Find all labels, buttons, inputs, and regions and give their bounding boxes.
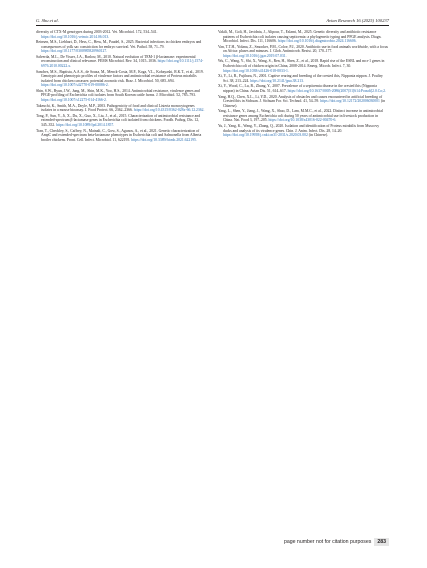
reference-text: Sanches, M.S., Baptista, A.A.S., de Souza, M., Menck-Costa, M.F., Koga, V.L., Kobayashi, R.K.T., et al., 2019. Genotypic and phenotypic profiles of virulence factors and antimicrobial resistance of Proteus mirabilis isolated from chicken carcasses: potential zoonotic risk. Braz. J. Microbiol. 50, 685–694.: [36, 69, 204, 83]
reference-text: Takeuchi, K., Smith, M.A., Doyle, M.P., 2003. Pathogenicity of food and clinical Listeria monocytogenes isolates in a mouse bioassay. J. Food Protect. 66, 2362–2366.: [36, 103, 195, 113]
reference-text: diversity of CTX-M genotypes during 2003-2012. Vet. Microbiol. 172, 534–541.: [36, 30, 158, 34]
reference-entry: [36, 89, 206, 103]
doi-link[interactable]: https://doi.org/10.1038/s43016-022-00470-6.: [268, 118, 337, 123]
header-rule: [36, 25, 389, 26]
reference-text: Shin, S.W., Byun, J.W., Jung, M., Shin, M.K., Yoo, H.S., 2014. Antimicrobial resistance, virulence genes and PFGE-profiling of Escherichia coli isolates from South Korean cattle farms. J. Microbiol. 52, 785–793.: [36, 88, 200, 98]
page-footer: [284, 538, 389, 546]
reference-text: Wu, C., Wang, Y., Shi, X., Wang, S., Ren, H., Shen, Z., et al., 2018. Rapid rise of the ESBL and mcr-1 genes in Escherichia coli of chicken origin in China, 2008-2014. Emerg. Microb. Infect. 7, 30.: [218, 59, 385, 69]
reference-entry: [218, 109, 388, 123]
running-head-authors: G. Shu et al.: [36, 18, 59, 23]
doi-link[interactable]: https://doi.org/10.19958/j.cnki.cn31-2031/s.2020.03.002: [223, 133, 308, 138]
reference-entry: [218, 124, 388, 138]
reference-suffix: (in Chinese).: [223, 99, 386, 108]
reference-text: Yang, L., Shen, Y., Jiang, J., Wang, X., Shao, D., Lam, M.M.C., et al., 2022. Distinct increase in antimicrobial resistance genes among Escherichia coli during 50 years of antimicrobial use in livestock production in China. Nat. Food 3, 197–205.: [218, 109, 383, 123]
reference-entry: [218, 74, 388, 83]
doi-link[interactable]: https://doi.org/10.1111/j.1574-6976.2010.00222.x.: [41, 59, 204, 69]
doi-link[interactable]: https://doi.org/10.1038/s41426-018-0033-1.: [223, 68, 289, 73]
doi-link[interactable]: https://doi.org/10.1007/s12275-014-4166-2.: [41, 98, 107, 103]
doi-link[interactable]: https://doi.org/10.1016/j.jgar.2019.07.031.: [223, 53, 287, 58]
reference-text: Xi, Y., Li, B., Fujihara, N., 2001. Captive rearing and breeding of the crested ibis, Nipponia nippon. J. Poultry Sci. 38, 213–224.: [218, 74, 383, 83]
reference-entry: [218, 84, 388, 93]
reference-text: Salverda, M.L., De Visser, J.A., Barlow, M., 2010. Natural evolution of TEM-1 β-lactamase: experimental reconstruction and clinical relevance. FEMS Microbiol. Rev. 34, 1015–1036.: [36, 54, 196, 64]
reference-entry: [36, 104, 206, 113]
doi-link[interactable]: https://doi.org/10.12172/202006030001: [320, 99, 380, 104]
references-column-right: [218, 30, 388, 139]
reference-entry: [218, 45, 388, 59]
reference-suffix: (in Chinese).: [307, 133, 329, 138]
reference-text: Vakili, M., Goli, H., Javidnia, J., Alipour, T., Eslami, M., 2025. Genetic diversity and antibiotic resistance patterns of Escherichia coli isolates causing septicemia: a phylogenetic typing and PFGE analysis. Diagn. Microbiol. Infect. Dis. 111, 116606.: [218, 30, 382, 44]
reference-entry: [36, 114, 206, 128]
reference-entry: [36, 30, 206, 39]
doi-link[interactable]: https://doi.org/10.1016/j.vetmic.2014.06.013.: [41, 34, 110, 39]
reference-text: Van, T.T.H., Yidana, Z., Smooker, P.M., Coloe, P.J., 2020. Antibiotic use in food animals worldwide, with a focus on Africa: pluses and minuses. J. Glob. Antimicrob. Resist. 20, 170–177.: [218, 44, 389, 54]
reference-entry: [218, 30, 388, 44]
reference-entry: [218, 59, 388, 73]
doi-link[interactable]: https://doi.org/10.4315/0362-028x-66.12.2362.: [133, 108, 205, 113]
doi-link[interactable]: https://doi.org/10.1089/fpd.2014.1857.: [56, 122, 115, 127]
references-column-left: [36, 30, 206, 143]
page-number: 283: [374, 538, 389, 546]
reference-entry: [36, 40, 206, 54]
doi-link[interactable]: https://doi.org/10.2141/jpsa.38.213.: [250, 78, 304, 83]
reference-entry: [218, 95, 388, 109]
reference-text: Yang, H.Q., Chen, X.L., Li, Y.D., 2020. Analysis of obstacles and causes encountered in artificial breeding of Crested ibis in Sichuan. J. Sichuan For. Sci. Technol. 41, 54–59.: [218, 94, 383, 104]
doi-link[interactable]: https://doi.org/10.1637/0005-2086(2007)51[614:Poasdi]2.0.Co;2.: [287, 88, 386, 93]
reference-entry: [36, 55, 206, 69]
reference-text: Reinsen, M.S., Liebhart, D., Hess, C., Hess, M., Paudel, S., 2025. Bacterial infections in chicken embryos and consequences of yolk sac constriction for embryo survival. Vet. Pathol. 58, 71–79.: [36, 40, 202, 49]
reference-text: Tong, P., Sun, Y., Ji, X., Du, X., Guo, X., Liu, J., et al., 2015. Characterization of antimicrobial resistance and extended-spectrum β-lactamase genes in Escherichia coli isolated from chickens. Foodb. Pathog. Dis. 12, 345–352.: [36, 113, 201, 127]
doi-link[interactable]: https://doi.org/10.1007/s42770-019-00086-2.: [41, 83, 109, 88]
reference-entry: [36, 129, 206, 143]
running-head-journal: Avian Research 16 (2025) 100237: [326, 18, 389, 23]
reference-text: Yu, J., Yang, K., Wang, Y., Zhang, Q., 2020. Isolation and identification of Proteus mirabilis from Muscovy ducks and analysis of its virulence genes. Chin. J. Anim. Infect. Dis. 28, 14–20.: [218, 124, 380, 133]
reference-text: Xi, Y., Wood, C., Lu, B., Zhang, Y., 2007. Prevalence of a septicemia disease in the crested ibis (Nipponia nippon) in China. Avian Dis. 51, 614–617.: [218, 84, 377, 93]
doi-link[interactable]: https://doi.org/10.1016/j.diagmicrobio.2024.116606.: [277, 39, 357, 44]
reference-entry: [36, 70, 206, 88]
doi-link[interactable]: https://doi.org/10.3389/fcimb.2021.622195.: [131, 137, 197, 142]
reference-text: Tran, T., Checkley, S., Caffrey, N., Mainali, C., Gow, S., Agunos, A., et al., 2021. Genetic characterization of AmpC and extended-spectrum beta-lactamase phenotypes in Escherichia coli and Salmonella from Alberta broiler chickens. Front. Cell. Infect. Microbiol. 11, 622195.: [36, 128, 202, 142]
footer-note: page number not for citation purposes: [283, 539, 372, 546]
doi-link[interactable]: https://doi.org/10.1177/0300985820960127.: [41, 49, 108, 54]
